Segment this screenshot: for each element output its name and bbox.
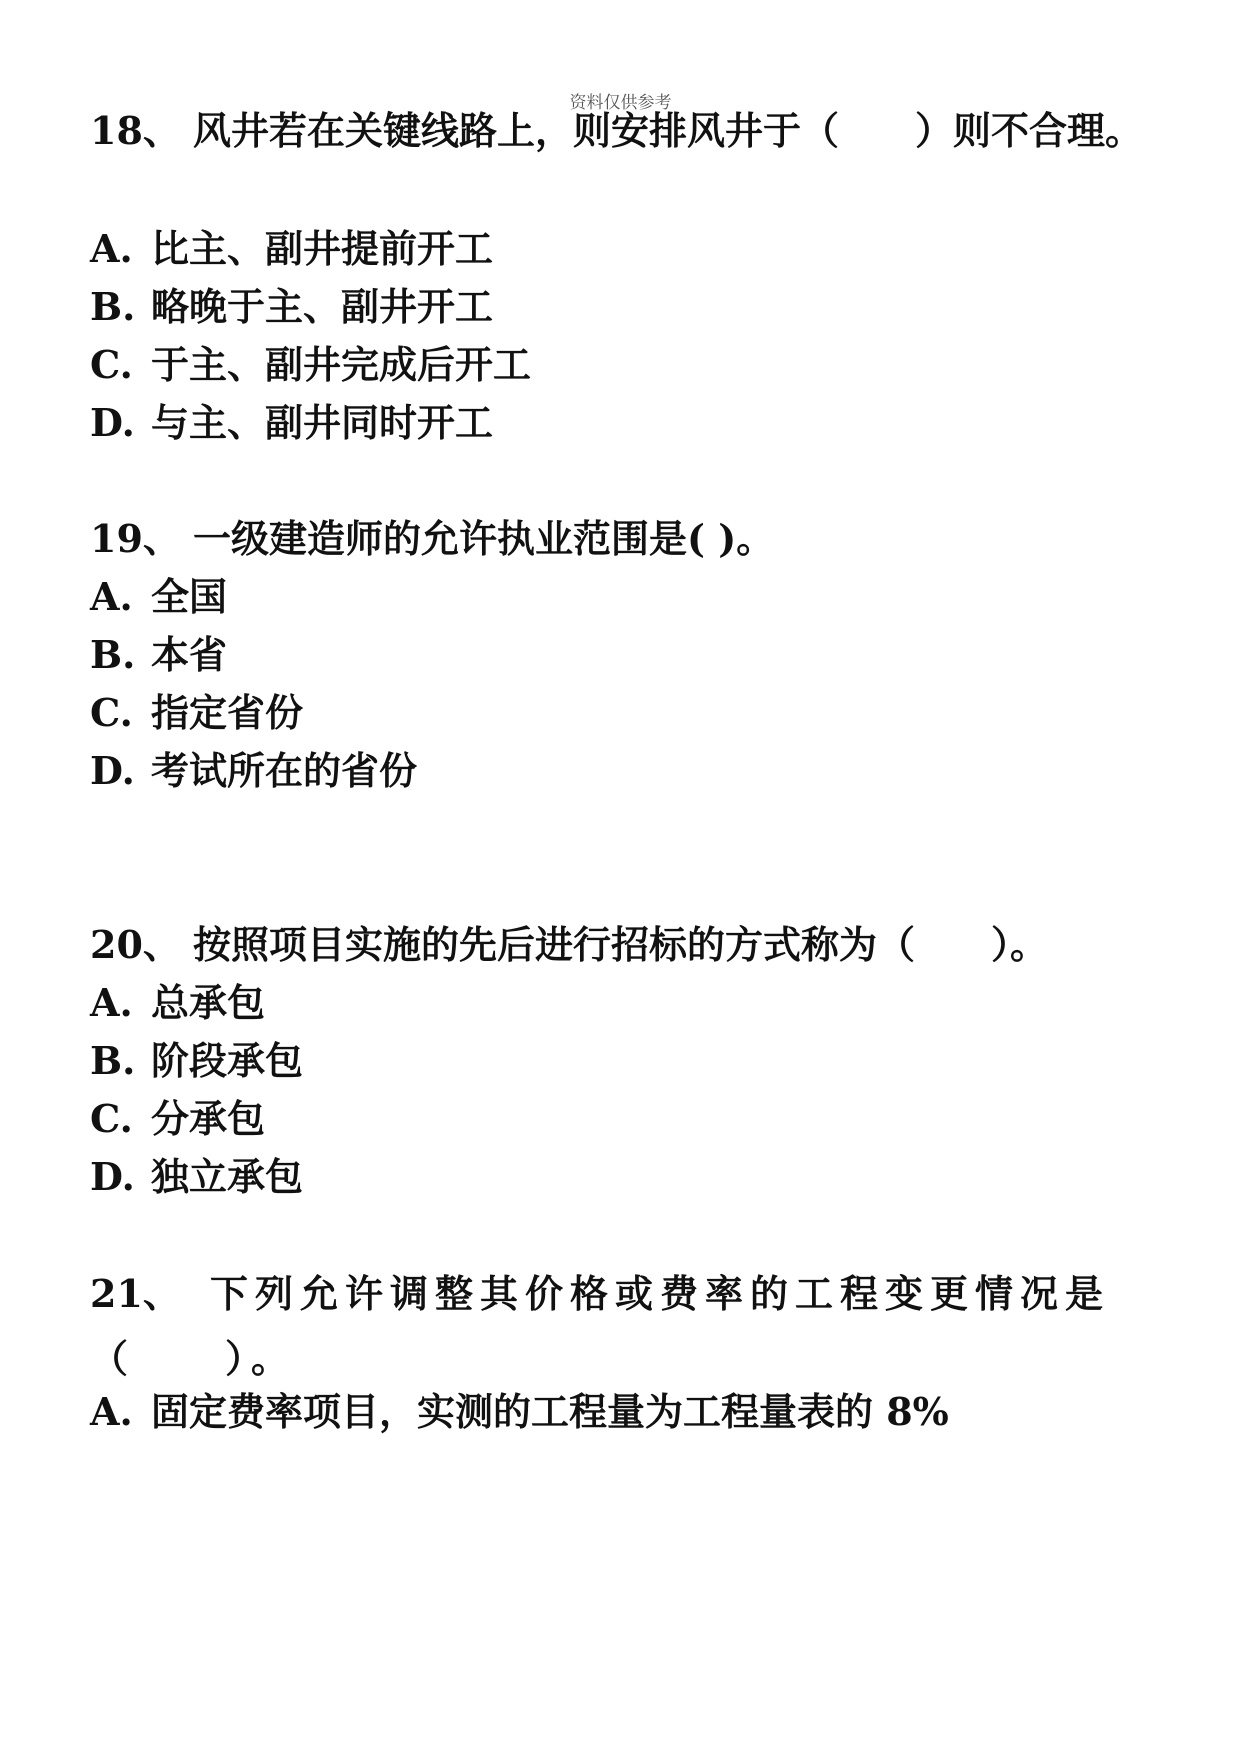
option-letter: B. bbox=[90, 284, 136, 329]
page-header: 资料仅供参考 bbox=[569, 93, 672, 113]
option-text: 本省 bbox=[151, 632, 228, 677]
option-text: 阶段承包 bbox=[151, 1038, 304, 1083]
option-letter: C. bbox=[90, 342, 133, 387]
question-text: 下列允许调整其价格或费率的工程变更情况是（ ）。 bbox=[90, 1271, 1111, 1381]
question-18-option-a bbox=[90, 216, 493, 281]
question-number: 19、 bbox=[90, 516, 181, 561]
question-19-stem bbox=[90, 506, 1155, 571]
question-21-option-a bbox=[90, 1379, 949, 1444]
option-text: 考试所在的省份 bbox=[151, 748, 418, 793]
question-19-option-b bbox=[90, 622, 227, 687]
option-text: 指定省份 bbox=[151, 690, 304, 735]
question-18-option-c bbox=[90, 332, 531, 397]
question-text: 一级建造师的允许执业范围是( )。 bbox=[193, 516, 775, 561]
option-text: 全国 bbox=[151, 574, 228, 619]
option-text: 独立承包 bbox=[151, 1154, 304, 1199]
option-letter: D. bbox=[90, 1154, 135, 1199]
option-letter: A. bbox=[90, 980, 133, 1025]
question-number: 18、 bbox=[90, 108, 181, 153]
option-letter: D. bbox=[90, 748, 135, 793]
option-letter: A. bbox=[90, 574, 133, 619]
question-20-option-a bbox=[90, 970, 265, 1035]
option-text: 于主、副井完成后开工 bbox=[151, 342, 532, 387]
question-18-option-d bbox=[90, 390, 493, 455]
question-number: 21、 bbox=[90, 1271, 181, 1316]
question-20-stem bbox=[90, 912, 1155, 977]
option-letter: B. bbox=[90, 1038, 136, 1083]
option-letter: C. bbox=[90, 1096, 133, 1141]
option-text: 分承包 bbox=[151, 1096, 266, 1141]
question-18-stem bbox=[90, 98, 1155, 163]
question-text: 按照项目实施的先后进行招标的方式称为（ ）。 bbox=[193, 922, 1049, 967]
question-19-option-d bbox=[90, 738, 417, 803]
question-text: 风井若在关键线路上，则安排风井于（ ）则不合理。 bbox=[193, 108, 1144, 153]
option-letter: C. bbox=[90, 690, 133, 735]
question-20-option-c bbox=[90, 1086, 265, 1151]
question-18-option-b bbox=[90, 274, 493, 339]
option-text: 略晚于主、副井开工 bbox=[151, 284, 494, 329]
question-21-stem bbox=[90, 1261, 1155, 1391]
option-letter: B. bbox=[90, 632, 136, 677]
question-19-option-a bbox=[90, 564, 227, 629]
option-letter: A. bbox=[90, 226, 133, 271]
option-letter: D. bbox=[90, 400, 135, 445]
option-text: 比主、副井提前开工 bbox=[151, 226, 494, 271]
question-20-option-d bbox=[90, 1144, 303, 1209]
question-number: 20、 bbox=[90, 922, 181, 967]
option-text: 总承包 bbox=[151, 980, 266, 1025]
question-20-option-b bbox=[90, 1028, 303, 1093]
option-text: 与主、副井同时开工 bbox=[151, 400, 494, 445]
option-letter: A. bbox=[90, 1389, 133, 1434]
option-text: 固定费率项目，实测的工程量为工程量表的 8% bbox=[151, 1389, 949, 1434]
question-19-option-c bbox=[90, 680, 303, 745]
